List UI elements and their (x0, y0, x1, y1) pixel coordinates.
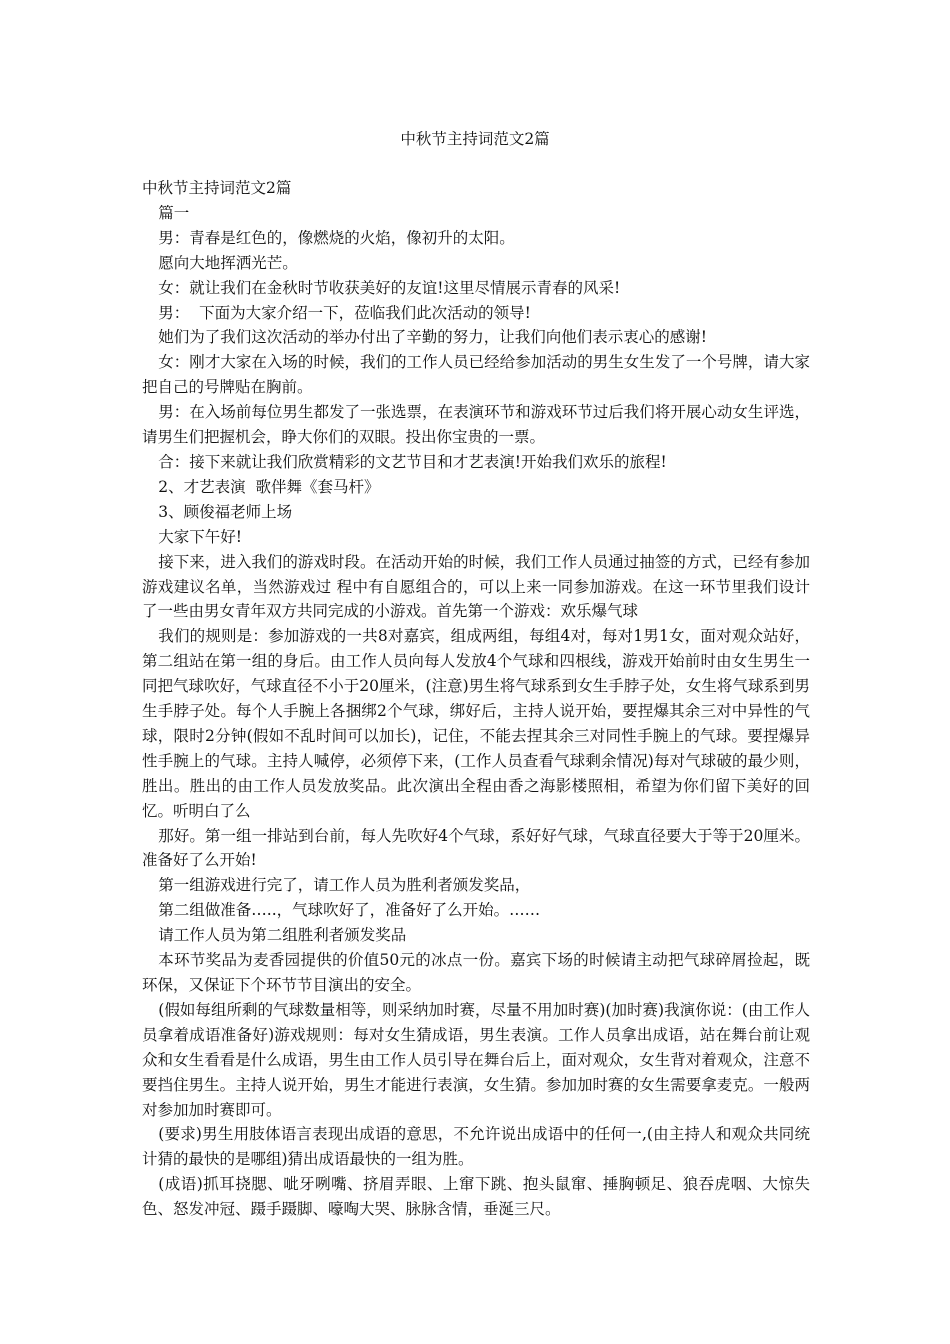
paragraph: 女：刚才大家在入场的时候，我们的工作人员已经给参加活动的男生女生发了一个号牌，请大家把自己的号牌贴在胸前。 (142, 353, 810, 397)
paragraph: 女：就让我们在金秋时节收获美好的友谊!这里尽情展示青春的风采! (158, 278, 621, 297)
paragraph: 男：青春是红色的，像燃烧的火焰，像初升的太阳。 (158, 228, 515, 247)
document-body (142, 176, 810, 1222)
paragraph: 3、顾俊福老师上场 (158, 502, 293, 521)
paragraph: (要求)男生用肢体语言表现出成语的意思，不允许说出成语中的任何一,(由主持人和观众共同统计猜的最快的是哪组)猜出成语最快的一组为胜。 (142, 1125, 810, 1169)
paragraph: 男：在入场前每位男生都发了一张选票，在表演环节和游戏环节过后我们将开展心动女生评选，请男生们把握机会，睁大你们的双眼。投出你宝贵的一票。 (142, 403, 810, 447)
paragraph: 第一组游戏进行完了，请工作人员为胜利者颁发奖品， (158, 876, 531, 895)
paragraph: (假如每组所剩的气球数量相等，则采纳加时赛，尽量不用加时赛)(加时赛)我演你说：(由工作人员拿着成语准备好)游戏规则：每对女生猜成语，男生表演。工作人员拿出成语，站在舞台前让观众和女生看看是什么成语，男生由工作人员引导在舞台后上，面对观众，女生背对着观众，注意不要挡住男生。主持人说开始，男生才能进行表演，女生猜。参加加时赛的女生需要拿麦克。一般两对参加加时赛即可。 (142, 1000, 810, 1119)
paragraph-subtitle: 中秋节主持词范文2篇 (142, 179, 292, 197)
paragraph: 第二组做准备…..，气球吹好了，准备好了么开始。…… (158, 901, 541, 920)
paragraph: (成语)抓耳挠腮、呲牙咧嘴、挤眉弄眼、上窜下跳、抱头鼠窜、捶胸顿足、狼吞虎咽、大惊失色、怒发冲冠、蹑手蹑脚、嚎啕大哭、脉脉含情，垂涎三尺。 (142, 1175, 810, 1219)
document-title: 中秋节主持词范文2篇 (400, 130, 550, 148)
paragraph: 愿向大地挥洒光芒。 (158, 253, 298, 272)
paragraph: 请工作人员为第二组胜利者颁发奖品 (158, 926, 407, 945)
paragraph: 篇一 (158, 203, 190, 222)
paragraph: 那好。第一组一排站到台前，每人先吹好4个气球，系好好气球，气球直径要大于等于20厘米。准备好了么开始! (142, 826, 810, 870)
paragraph: 本环节奖品为麦香园提供的价值50元的冰点一份。嘉宾下场的时候请主动把气球碎屑捡起，既环保，又保证下个环节节目演出的安全。 (142, 951, 810, 994)
paragraph: 接下来，进入我们的游戏时段。在活动开始的时候，我们工作人员通过抽签的方式，已经有参加游戏建议名单，当然游戏过 程中有自愿组合的，可以上来一同参加游戏。在这一环节里我们设计了一些由男女青年双方共同完成的小游戏。首先第一个游戏：欢乐爆气球 (142, 552, 810, 621)
paragraph: 大家下午好! (158, 527, 242, 546)
paragraph: 我们的规则是：参加游戏的一共8对嘉宾，组成两组，每组4对，每对1男1女，面对观众站好，第二组站在第一组的身后。由工作人员向每人发放4个气球和四根线，游戏开始前时由女生男生一同把气球吹好，气球直径不小于20厘米，(注意)男生将气球系到女生手脖子处，女生将气球系到男生手脖子处。每个人手腕上各捆绑2个气球，绑好后，主持人说开始，要捏爆其余三对中异性的气球，限时2分钟(假如不乱时间可以加长)，记住，不能去捏其余三对同性手腕上的气球。要捏爆异性手腕上的气球。主持人喊停，必须停下来，(工作人员查看气球剩余情况)每对气球破的最少则，胜出。胜出的由工作人员发放奖品。此次演出全程由香之海影楼照相，希望为你们留下美好的回忆。听明白了么 (142, 627, 810, 820)
paragraph: 2、才艺表演 歌伴舞《套马杆》 (158, 477, 380, 496)
paragraph: 合：接下来就让我们欣赏精彩的文艺节目和才艺表演!开始我们欢乐的旅程! (158, 452, 667, 471)
paragraph: 她们为了我们这次活动的举办付出了辛勤的努力，让我们向他们表示衷心的感谢! (158, 328, 707, 347)
paragraph: 男： 下面为大家介绍一下，莅临我们此次活动的领导! (158, 303, 531, 322)
